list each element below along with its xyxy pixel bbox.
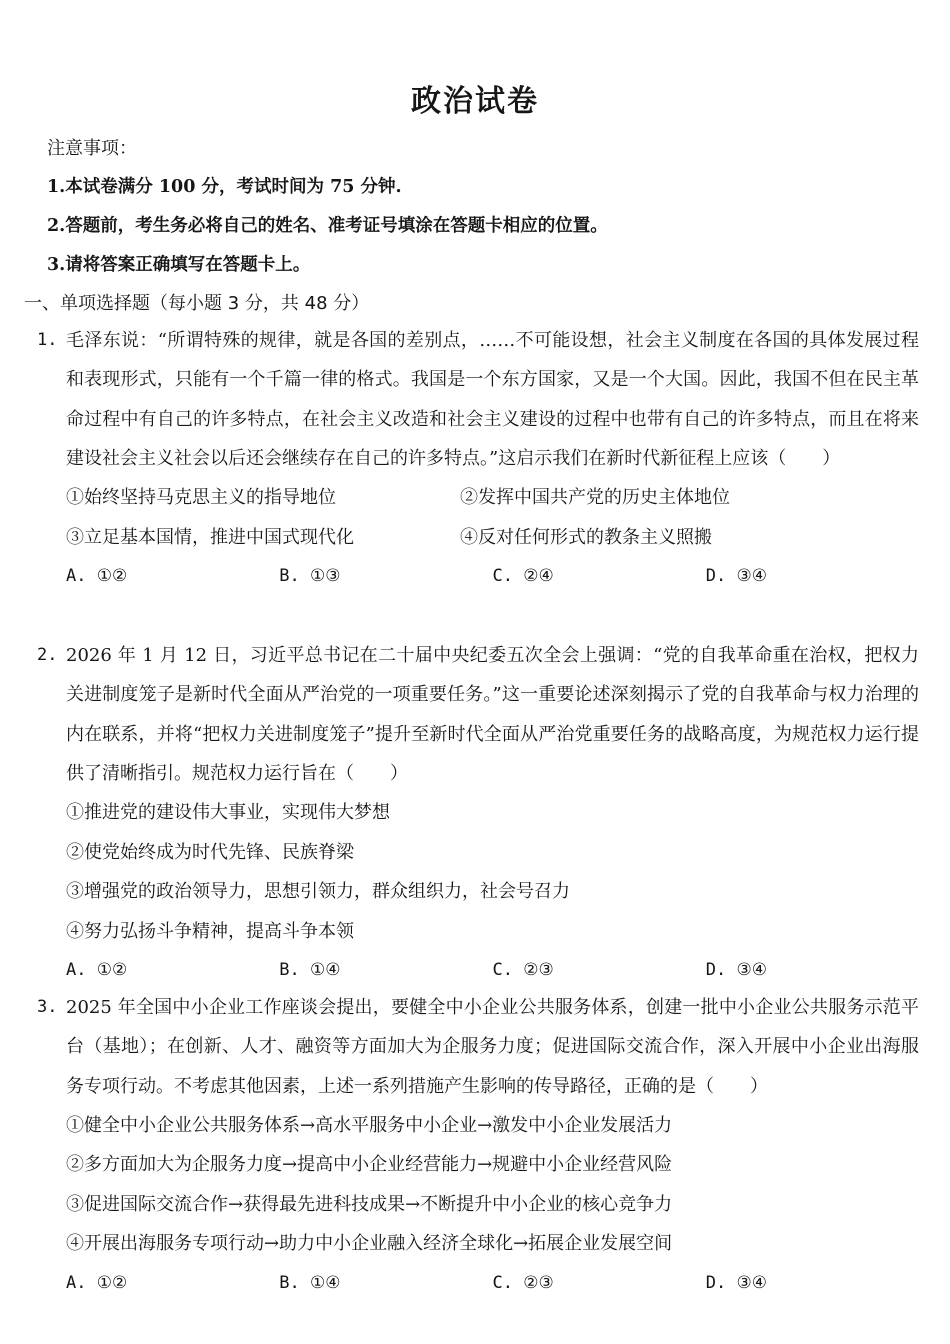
choice-d[interactable]: D. ③④: [705, 960, 767, 981]
statement: ③增强党的政治领导力，思想引领力，群众组织力，社会号召力: [66, 881, 570, 903]
statement: ②发挥中国共产党的历史主体地位: [460, 487, 730, 509]
choice-c[interactable]: C. ②③: [492, 960, 554, 981]
note-item: 1.本试卷满分 100 分，考试时间为 75 分钟.: [47, 177, 402, 197]
statement: ④反对任何形式的教条主义照搬: [460, 526, 712, 548]
choice-a[interactable]: A. ①②: [66, 566, 128, 587]
choice-b[interactable]: B. ①④: [279, 1272, 341, 1293]
choice-a[interactable]: A. ①②: [66, 1272, 128, 1293]
statement: ④努力弘扬斗争精神，提高斗争本领: [66, 920, 354, 942]
statement: ③促进国际交流合作→获得最先进科技成果→不断提升中小企业的核心竞争力: [66, 1193, 673, 1215]
question-2: [37, 636, 919, 991]
choice-a[interactable]: A. ①②: [66, 960, 128, 981]
statement: ③立足基本国情，推进中国式现代化: [66, 526, 354, 548]
question-text: 毛泽东说：“所谓特殊的规律，就是各国的差别点，……不可能设想，社会主义制度在各国的具体发展过程和表现形式，只能有一个千篇一律的格式。我国是一个东方国家，又是一个大国。因此，我国不但在民主革命过程中有自己的许多特点，在社会主义改造和社会主义建设的过程中也带有自己的许多特点，而且在将来建设社会主义社会以后还会继续存在自己的许多特点。”这启示我们在新时代新征程上应该（ ）: [66, 330, 919, 469]
answer-choices: [37, 557, 919, 597]
choice-c[interactable]: C. ②④: [492, 566, 554, 587]
question-3: [37, 988, 919, 1303]
question-stem: [37, 988, 919, 1106]
question-stem: [37, 636, 919, 793]
statement: ④开展出海服务专项行动→助力中小企业融入经济全球化→拓展企业发展空间: [66, 1233, 673, 1255]
note-item: 2.答题前，考生务必将自己的姓名、准考证号填涂在答题卡相应的位置。: [47, 216, 608, 236]
choice-d[interactable]: D. ③④: [705, 566, 767, 587]
statement: ①始终坚持马克思主义的指导地位: [66, 487, 336, 509]
page-title: 政治试卷: [411, 84, 539, 119]
choice-b[interactable]: B. ①④: [279, 960, 341, 981]
choice-b[interactable]: B. ①③: [279, 566, 341, 587]
statement: ②使党始终成为时代先锋、民族脊梁: [66, 841, 354, 863]
question-number: 2.: [37, 645, 58, 665]
question-text: 2026 年 1 月 12 日，习近平总书记在二十届中央纪委五次全会上强调：“党的自我革命重在治权，把权力关进制度笼子是新时代全面从严治党的一项重要任务。”这一重要论述深刻揭示了党的自我革命与权力治理的内在联系，并将“把权力关进制度笼子”提升至新时代全面从严治党重要任务的战略高度，为规范权力运行提供了清晰指引。规范权力运行旨在（ ）: [66, 645, 919, 784]
question-text: 2025 年全国中小企业工作座谈会提出，要健全中小企业公共服务体系，创建一批中小企业公共服务示范平台（基地）；在创新、人才、融资等方面加大为企服务力度；促进国际交流合作，深入开展中小企业出海服务专项行动。不考虑其他因素，上述一系列措施产生影响的传导路径，正确的是（ ）: [66, 997, 919, 1097]
statement: ②多方面加大为企服务力度→提高中小企业经营能力→规避中小企业经营风险: [66, 1154, 673, 1176]
statement-row: [37, 518, 919, 558]
section-heading: 一、单项选择题（每小题 3 分，共 48 分）: [24, 293, 370, 314]
notes-heading: 注意事项：: [47, 138, 137, 159]
question-number: 1.: [37, 330, 58, 350]
choice-d[interactable]: D. ③④: [705, 1272, 767, 1293]
statement: ①健全中小企业公共服务体系→高水平服务中小企业→激发中小企业发展活力: [66, 1114, 673, 1136]
choice-c[interactable]: C. ②③: [492, 1272, 554, 1293]
answer-choices: [37, 1264, 919, 1304]
statement: ①推进党的建设伟大事业，实现伟大梦想: [66, 802, 390, 824]
answer-choices: [37, 951, 919, 991]
question-1: [37, 321, 919, 597]
question-number: 3.: [37, 997, 58, 1017]
note-item: 3.请将答案正确填写在答题卡上。: [47, 255, 311, 275]
statement-row: [37, 478, 919, 518]
question-stem: [37, 321, 919, 478]
